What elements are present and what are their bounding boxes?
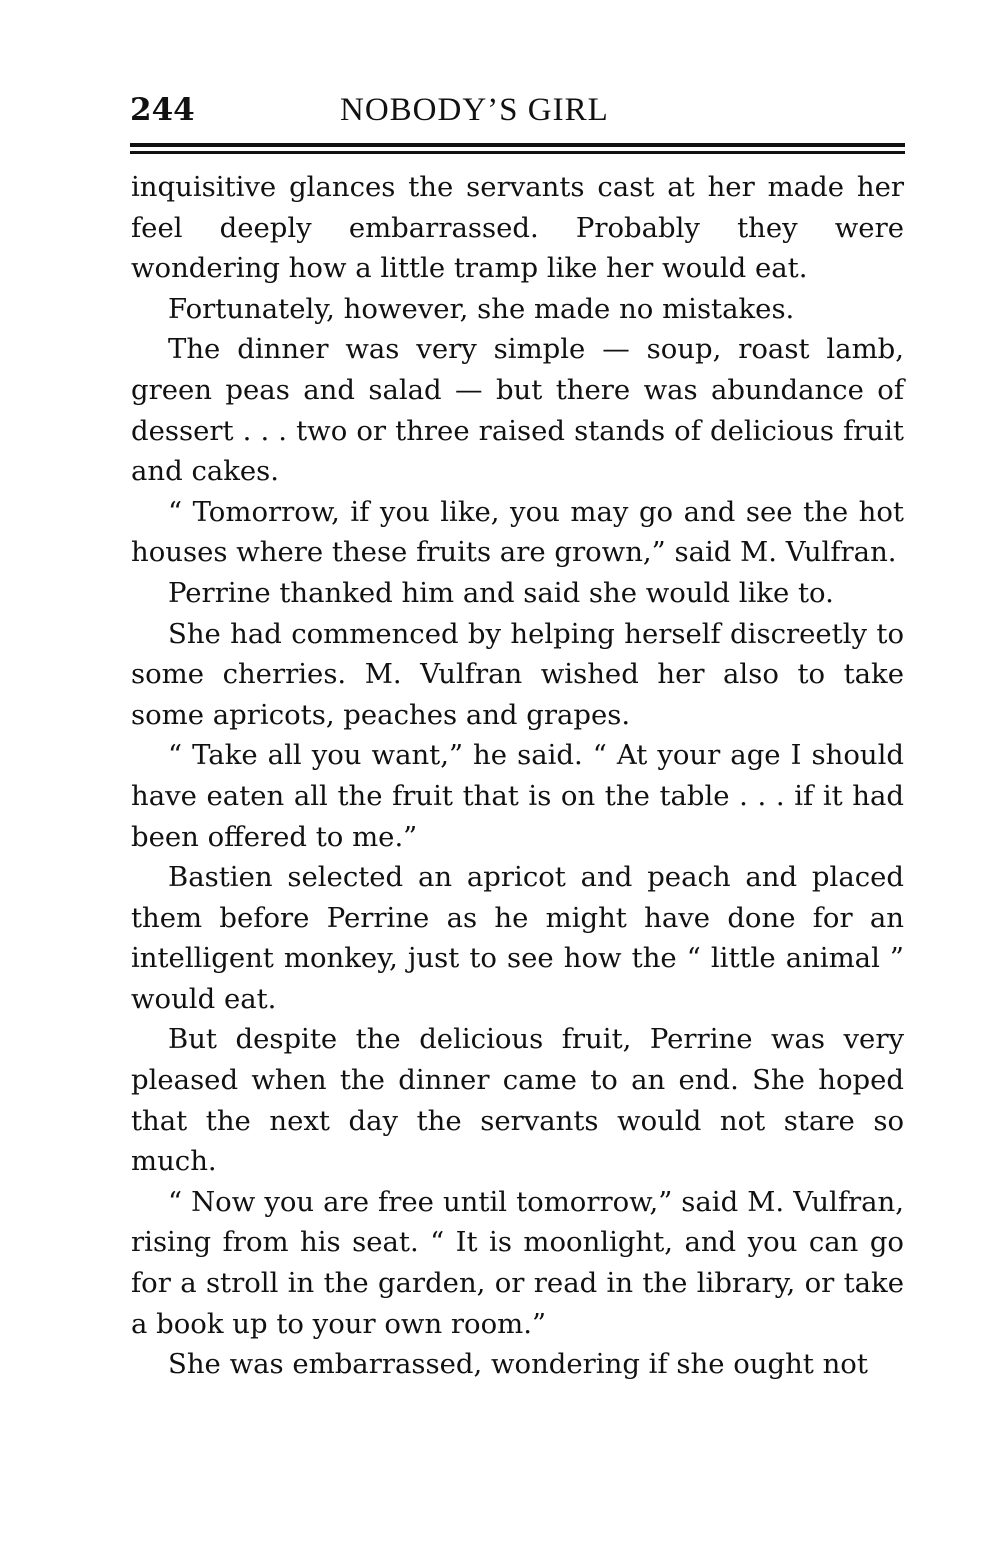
paragraph-8: Bastien selected an apricot and peach and placed them before Perrine as he might have done for an intelligent monkey, just to see how the “ little animal ” would eat. (131, 861, 904, 1015)
paragraph-3: The dinner was very simple — soup, roast lamb, green peas and salad — but there was abundance of dessert . . . two or three raised stands of delicious fruit and cakes. (131, 333, 904, 488)
paragraph-7: “ Take all you want,” he said. “ At your age I should have eaten all the fruit that is on the table . . . if it had been offered to me.” (131, 739, 904, 853)
paragraph-2: Fortunately, however, she made no mistakes. (168, 292, 795, 325)
paragraph-4: “ Tomorrow, if you like, you may go and see the hot houses where these fruits are grown,” said M. Vulfran. (131, 495, 904, 569)
paragraph-9: But despite the delicious fruit, Perrine was very pleased when the dinner came to an end. She hoped that the next day the servants would not stare so much. (131, 1023, 904, 1178)
page-header (130, 92, 905, 138)
paragraph-1: inquisitive glances the servants cast at her made her feel deeply embarrassed. Probably they were wondering how a little tramp like her would eat. (131, 171, 904, 285)
header-rule (130, 143, 905, 154)
running-title: NOBODY’S GIRL (340, 92, 609, 128)
body-text (131, 167, 904, 1385)
paragraph-5: Perrine thanked him and said she would like to. (168, 576, 834, 609)
paragraph-6: She had commenced by helping herself discreetly to some cherries. M. Vulfran wished her also to take some apricots, peaches and grapes. (131, 617, 904, 731)
page-number: 244 (130, 92, 195, 128)
paragraph-11: She was embarrassed, wondering if she ought not (168, 1348, 868, 1381)
paragraph-10: “ Now you are free until tomorrow,” said M. Vulfran, rising from his seat. “ It is moonlight, and you can go for a stroll in the garden, or read in the library, or take a book up to your own room.” (131, 1185, 904, 1340)
